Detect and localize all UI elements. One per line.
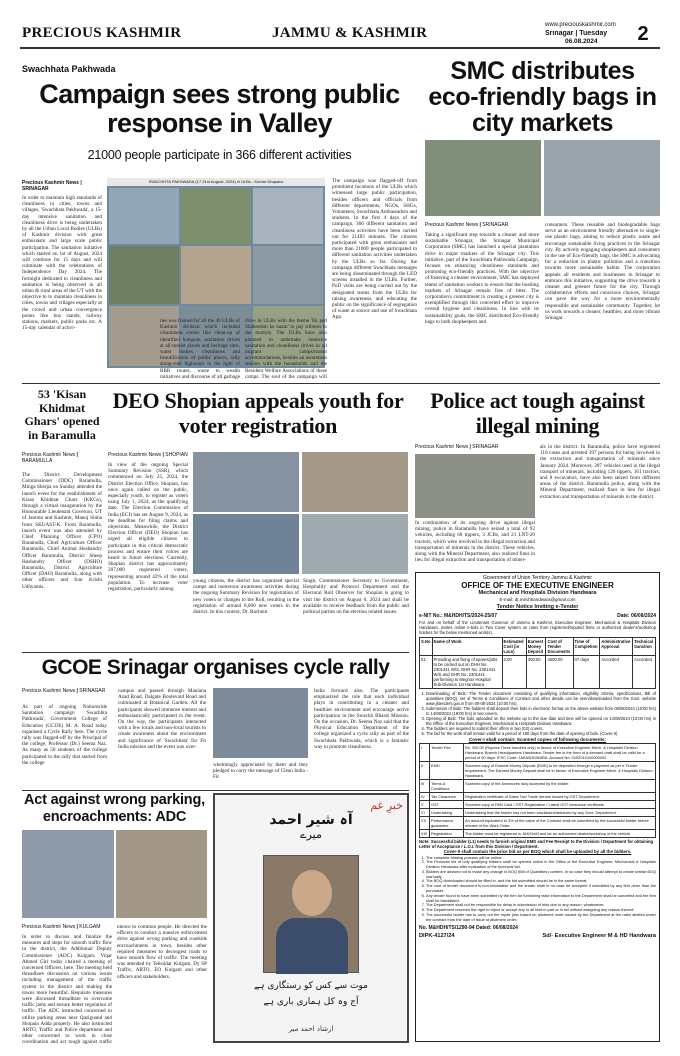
doc-num: V xyxy=(420,801,430,809)
swachhata-kicker: Swachhata Pakhwada xyxy=(22,64,116,74)
swachhata-col-3: drive in ULBs with the theme 'Ek ped Shaheedon ke naam' to pay tributes to the martyrs. The ULBs have also planned to undertake intensive sanitation and cleanliness drives in all migrant camps/transit accommodations, besides an awareness session with the households and the Resident Welfare Associations of these camps. The soul of the campaign will xyxy=(245,318,327,380)
issue-date: 06.08.2024 xyxy=(565,38,598,45)
page-number: 2 xyxy=(637,23,649,45)
tender-office: OFFICE OF THE EXECUTIVE ENGINEER xyxy=(461,581,614,590)
doc-name: Registration xyxy=(430,830,464,838)
smc-col-2: consumers. These reusable and biodegradable bags serve as an environment friendly alternative to single-use plastic bags, aiming to reduce plastic waste and encourage sustainable living practices in the Srinagar city. By actively engaging shopkeepers and consumers in the use of Eco-friendly bags, the SMC is advocating for a reduction in plastic pollution and a transition towards more sustainable habits. The corporation appeals all residents and businesses in Srinagar to embrace this initiative, supporting the drive towards a cleaner and greener future for the city. Through collaborative efforts and conscious choices, Srinagar can pave the way for a more environmentally responsible and sustainable community. Together, let us work towards a cleaner, healthier, and more vibrant Srinagar. xyxy=(545,222,660,322)
smc-byline: Precious Kashmir News | SRINAGAR xyxy=(425,222,509,228)
table-row xyxy=(420,780,656,793)
doc-desc: Scanned copy of Earnest Money Deposit (EMD) to be deposited through e-payment as per e-Tender requirement. The Earnest Money Deposit shall be in favour of Executive Engineer Mech. & Hospitals Division Handwara. xyxy=(464,762,656,780)
th-aa: Administrative Approval xyxy=(600,638,633,656)
tender-conditions xyxy=(426,856,656,923)
byline-source: Precious Kashmir News xyxy=(22,924,76,930)
td-emd: 300.00 xyxy=(526,656,546,689)
byline-source: Precious Kashmir News xyxy=(415,444,469,450)
gcoe-col-4: India forward also. The participants emphasized the role that each individual plays in contributing to a cleaner and healthier environment and encourage active participation in the Swachh Bharat Mission. On the occasion, Dr. Seema Naz said that the Physical Education Department of the college organized a cycle rally as part of the Swachhata Pakhwada, which is a fantastic way to promote cleanliness. xyxy=(314,688,409,750)
date-line: Srinagar | Tuesday xyxy=(545,30,608,37)
gcoe-col-1: As part of ongoing Nationwide Sanitation campaign 'Swachhta Pakhwada', Government College of Education (GCOE) M. A. Road today organised a Cycle Rally here. The cycle rally was flagged-off by the Principal of the college, Professor (Dr.) Seema Naz. As many as 50 students of the college participated in the rally that started from the college xyxy=(22,704,107,766)
byline-place: SRINAGAR xyxy=(472,444,499,450)
police-headline: Police act tough against illegal mining xyxy=(430,388,645,438)
doc-num: VIII xyxy=(420,830,430,838)
section-divider-1 xyxy=(22,383,660,384)
smc-headline: SMC distributes eco-friendly bags in city markets xyxy=(428,58,657,136)
table-row xyxy=(420,793,656,801)
section-divider-2 xyxy=(22,652,409,653)
police-byline: Precious Kashmir News | SRINAGAR xyxy=(415,444,499,450)
adc-headline: Act against wrong parking, encroachments: ADC xyxy=(24,792,205,825)
police-col-1: In continuation of its ongoing drive against illegal mining, police in Baramulla have seized a total of 92 vehicles, including 68 tippers, 3 JCBs, and 21 LNT-20 tractors, which were involved in the illegal extraction and transportation of minerals in the district. These vehicles, along with the Mineral Department, also realized fines in lieu for illegal extraction and transportation of miner- xyxy=(415,520,535,564)
th-time: Time of Completion xyxy=(573,638,600,656)
tender-division: Mechanical and Hospitals Division Handwara xyxy=(478,590,597,596)
td-sno: 01 xyxy=(420,656,433,689)
doc-num: VI xyxy=(420,809,430,817)
gcoe-photo xyxy=(213,688,308,758)
gcoe-col-2: campus and passed through Maulana Azad Road, Dalgate Boulevard Road and culminated at Botanical Garden. All the participants showed immense interest and enthusiastically participated in the event. On the way, the participants interacted with a few locals and non-local tourists to create awareness about the environment and significance of 'Swachhata' for Fit India mission and the event was over- xyxy=(118,688,206,750)
smc-col-1: Taking a significant step towards a cleaner and more sustainable Srinagar, the Srinagar Municipal Corporation (SMC) has launched a special plantation drive in major markets of the Srinagar city. This initiative, part of the Swachhata Pakhwada Campaign, focuses on enhancing cleanliness standards and promoting eco-friendly practices. With the objective of fostering a cleaner environment, SMC has deployed teams of sanitation workers to ensure that the bustling markets of Srinagar remain free of litter. The corporation's commitment to creating a greener city is exemplified through this concerted effort to improve overall hygiene and cleanliness. In line with its sustainability goals, the SMC distributed Eco-friendly bags to both shopkeepers and xyxy=(425,232,539,325)
obit-verse-1: موت سے کس کو رستگاری ہے xyxy=(253,981,368,991)
police-photo xyxy=(415,454,535,518)
tender-intro: For and on behalf of the Lieutenant Governor of Jammu & Kashmir, Executive Engineer, Mechanical & Hospitals Division Handwara, invites online e-bids in Two Cover system on rates from registered/reputed firms or authorized dealer's/workshop holders for the below mentioned work(s). xyxy=(419,620,656,635)
adc-byline: Precious Kashmir News | KULGAM xyxy=(22,924,101,930)
adc-col-2: nience to common people. He directed the officers to conduct a massive enforcement drive against wrong parking and roadside encroachments in town, besides other required measures to decongest roads to have smooth flow of traffic. The meeting was attended by Tehsildar Kulgam, Dy SP Traffic, ARTO, EO Kulgam and other officers and stakeholders. xyxy=(117,924,207,980)
tender-note-2: Cover-II shall contain the price bid as per BOQ which shall be uploaded by all the bidders. xyxy=(443,849,632,854)
website: www.preciouskashmir.com xyxy=(545,22,616,28)
byline-place: BARAMULLA xyxy=(22,458,53,464)
swachhata-col-1: In order to maintain high standards of cleanliness in cities, towns and villages, 'Swachhata Pakhwada', a 15-day intensive sanitation and cleanliness drive is being undertaken by all the Urban Local Bodies (ULBs) of Kashmir division with great enthusiasm and large scale public participation. The sanitation initiative which started on 1st of August, 2024 will continue for 15 days and will culminate with the celebrations of Independence Day 2024. The fortnight dedicated to cleanliness and sanitation is being observed in all urban & rural areas of the UT with the objective to to maintain cleanliness in cities, towns and villages especially at the crowd and urban convergence points like bus stands, railway stations, markets, public parks etc. A 15-day calendar of activi- xyxy=(22,195,102,332)
th-name: Name of Work xyxy=(432,638,502,656)
byline-source: Precious Kashmir News xyxy=(108,452,162,458)
gcoe-col-3: whelmingly appreciated by them and they pledged to carry the message of Clean India - Fit xyxy=(213,762,308,781)
byline-source: Precious Kashmir News xyxy=(425,222,479,228)
doc-desc: Registration certificate of Sales Tax/ Trade license issued by GST Department. xyxy=(464,793,656,801)
tender-notice xyxy=(415,572,660,1042)
list-item: 3. Opening of Bids: The bids uploaded on the website up to the due date and time will be opened on 14/08/2024 (10:00 hrs) in the Office of the Executive Engineer, Mechanical & Hospitals Division Handwara. xyxy=(426,716,656,726)
list-item: 3. Bidders are advised not to make any change in BOQ (Bill of Quantities) content. In no case they should attempt to create similar BOQ manually. xyxy=(426,870,656,880)
byline-source: Precious Kashmir News xyxy=(22,180,79,186)
doc-name: Performance guarantee xyxy=(430,817,464,830)
table-row xyxy=(420,830,656,838)
doc-name: Undertaking xyxy=(430,809,464,817)
th-ts: Technical Sanction xyxy=(633,638,656,656)
tender-table xyxy=(419,637,656,689)
doc-desc: An amount equivalent to 3% of the value of the Contract shall be submitted by the successful bidder before release of the Work Order. xyxy=(464,817,656,830)
list-item: 8. The Department reserves the right to reject or accept any or all bids in part or in full without assigning any reason thereof. xyxy=(426,908,656,913)
masthead-rule xyxy=(20,47,660,49)
byline-place: KULGAM xyxy=(79,924,101,930)
obit-name: آہ شیر احمد xyxy=(269,812,353,828)
doc-name: GST xyxy=(430,801,464,809)
tender-note-1: Note: Successful bidder (L1) needs to furnish original EMD and Fee Receipt to the Division / Department for obtaining Letter of Acceptance / L.O.I. from this Division / Department. xyxy=(419,839,654,849)
deo-col-1: In view of the ongoing Special Summary Revision (SSR), which commenced on July 25, 2024, the District Election Office, Shopian, has once again called on the public, especially youth, to register as voters using July 1, 2024, as the qualifying date. The Election Commission of India (ECI) has set August 9, 2024, as the deadline for filing claims and objections. Meanwhile, the District Election Officer (DEO) Shopian has urged all eligible citizens to participate in this critical democratic process and ensure their voices are heard in future elections. Currently, Shopian district has approximately 207,000 registered voters, representing around 42% of the total population. To increase voter registration, particularly among xyxy=(108,462,188,593)
deo-headline: DEO Shopian appeals youth for voter registration xyxy=(112,388,404,438)
obituary-ad xyxy=(213,793,409,1043)
doc-num: II xyxy=(420,762,430,780)
tender-title: Tender Notice Inviting e-Tender xyxy=(496,604,579,610)
doc-desc: Scanned copy of PAN Card / GST Registration / Latest GST clearance certificate. xyxy=(464,801,656,809)
td-name: Providing and fixing of spares/jobs to be carried out on DHH No. 2301441 W/S, DHR No. 2301441 W/S and DHR No. 2301441 performing to Megnox Hospital Sub-Division 1st Handwara xyxy=(432,656,502,689)
th-sno: S.No xyxy=(420,638,433,656)
doc-name: Terms & Conditions xyxy=(430,780,464,793)
doc-desc: The bidder must be registered in J&K/GeM and be an authorized dealer/workshop of the vehicle. xyxy=(464,830,656,838)
section-title: JAMMU & KASHMIR xyxy=(272,26,428,41)
byline-place: SRINAGAR xyxy=(482,222,509,228)
deo-byline: Precious Kashmir News | SHOPIAN xyxy=(108,452,188,458)
table-row xyxy=(420,817,656,830)
table-row xyxy=(420,809,656,817)
th-cost: Estimated Cost (in Lacs) xyxy=(502,638,526,656)
list-item: 7. The Department shall not be responsible for delay in submission of bids due to any reason, whatsoever. xyxy=(426,903,656,908)
list-item: 9. The successful bidder has to carry out the repair jobs based on allotment order issued by the Department at the rates allotted under the contract from the date of issue of allotment order. xyxy=(426,913,656,923)
swachhata-byline: Precious Kashmir News | SRINAGAR xyxy=(22,180,82,192)
doc-name: Tender Fee xyxy=(430,744,464,762)
td-doc-cost: 4000.00 xyxy=(546,656,573,689)
deo-photo xyxy=(193,452,408,574)
list-item: 2. Submission of Bids: The bidders shall deposit their bids in electronic format on the above website from 06/08/2024 (10:00 hrs) to 14/08/2024 (18:00 hrs) in two covers. xyxy=(426,706,656,716)
tender-clauses xyxy=(426,691,656,736)
paper-name: PRECIOUS KASHMIR xyxy=(22,26,182,41)
th-doc-cost: Cost of Tender Documents xyxy=(546,638,573,656)
section-divider-3 xyxy=(22,790,409,791)
doc-num: III xyxy=(420,780,430,793)
tender-cover-title: Cover-I shall contain: Scanned copies of following documents: xyxy=(468,737,607,742)
th-emd: Earnest Money Deposit xyxy=(526,638,546,656)
doc-name: EMD xyxy=(430,762,464,780)
deo-col-3: Singh, Commissioner Secretary to Government, Hospitality and Protocol Department and the Electoral Roll Observer for Shopian is going to visit the district on August 6, 2024 and shall be available to receive feedback from the public and political parties on the election related issues. xyxy=(303,578,409,616)
doc-desc: Undertaking that the bidder has not been blacklisted/debarred by any Govt. Department. xyxy=(464,809,656,817)
swachhata-subhead: 21000 people participate in 366 different activities xyxy=(87,148,352,162)
swachhata-col-2-text: ties was framed for all the 40 ULBs of Kashmir division which included cleanliness events like clean-up of identified hotspots, sanitation drives at all tourist places and heritage sites, water bodies, cleanliness and beautification of public places, rally along-side highways in the light of BRR routes, waste to wealth initiatives and discourse of all garbage xyxy=(160,318,240,380)
tender-gov: Government of Union Territory Jammu & Kashmir xyxy=(482,575,593,581)
list-item: 1. Downloading of Bids: The Tender document consisting of qualifying information, eligibility criteria, specifications, Bill of quantities (BOQ), set of Terms & Conditions of Contract and other details can be seen/downloaded from the Govt. website www.jktenders.gov.in from 06-08-2024 (10:00 hrs). xyxy=(426,691,656,706)
tender-docs-table xyxy=(419,743,656,838)
tender-table-header xyxy=(420,638,656,656)
deo-col-2: young citizens, the district has organized special camps and numerous awareness activities during the ongoing Summary Revision for registration of new voters or changes to the Roll, resulting in the registration of around 8,000 new voters in the district. In this context, Dr. Rachnut xyxy=(193,578,299,616)
kisan-byline: Precious Kashmir News | BARAMULLA xyxy=(22,452,78,464)
td-cost: 2.00 xyxy=(502,656,526,689)
doc-num: I xyxy=(420,744,430,762)
doc-num: IV xyxy=(420,793,430,801)
tender-dipk: DIPK-4127/24 xyxy=(419,932,455,939)
byline-source: Precious Kashmir News xyxy=(22,452,76,458)
doc-desc: Scanned copy of the Annexures duly accepted by the bidder. xyxy=(464,780,656,793)
table-row xyxy=(420,656,656,689)
list-item: 4. The BOQ downloaded should be filled in, and the bid submitted should be in the same format. xyxy=(426,879,656,884)
police-col-2: als in the district. In Baramulla, police have registered 110 cases and arrested 397 persons for being involved in the extraction and transportation of minerals since January 2024. Moreover, 287 vehicles used in the illegal transport of minerals, including 126 tippers, 161 tractors, and 8 excavators, have also been seized from different areas of the district. Baramulla police, along with the Mineral Department, realized fines in lieu for illegal extraction and transportation of minerals in the district. xyxy=(540,444,660,500)
tender-nit-date: Date: 06/08/2024 xyxy=(617,613,656,619)
obit-portrait xyxy=(263,855,359,973)
smc-photo xyxy=(425,140,660,216)
byline-source: Precious Kashmir News xyxy=(22,688,76,694)
list-item: 5. The bid for the work shall remain valid for a period of 180 days from the date of opening of bids. (Cover-II) xyxy=(426,731,656,736)
adc-photo xyxy=(22,830,207,918)
table-row xyxy=(420,762,656,780)
doc-name: Tax Clearance xyxy=(430,793,464,801)
gcoe-headline: GCOE Srinagar organises cycle rally xyxy=(41,656,390,679)
byline-place: SRINAGAR xyxy=(22,186,49,192)
obit-top-line: خبرِ غم xyxy=(370,799,403,812)
adc-col-1: In order to discuss and finalize the measures and steps for smooth traffic flow in the district, the Additional Deputy Commissioner (ADC) Kulgam, Viqar Ahmed Giri today chaired a meeting of concerned Officers, here. The meeting held threadbare discussion on various issues including management of the traffic system in the district and making the towns more beautiful. Requisite measures were discussed threadbare to overcome traffic jams and ensure better regulation of traffic. The ADC instructed concerned to utilize parking areas near Qaziguand and Shopain Adda properly. He also instructed ARTO, Traffic and Police department and other concerned to work in close coordination and act tough against traffic xyxy=(22,934,112,1046)
obit-sub: میرے xyxy=(300,828,322,841)
list-item: 5. The cost of tender document is non-refundable and the tender shall in no case be accepted if submitted by any firm other than the purchaser. xyxy=(426,884,656,894)
swachhata-headline: Campaign sees strong public response in Valley xyxy=(39,80,400,138)
table-row xyxy=(420,801,656,809)
td-aa: Accorded xyxy=(600,656,633,689)
photo-caption: SWACHHTA PAKHWADA (17-31st August, 2024) in ULBs - Kumar Dhapaus xyxy=(107,178,325,186)
list-item: 2. The Financial bid of only qualifying bidders shall be opened online in the Office of the Executive Engineer, Mechanical & Hospitals Division Handwara after evaluation of the technical bid. xyxy=(426,860,656,870)
masthead xyxy=(0,0,680,46)
tender-email: E-mail: dr.mechhandwara@gmail.com xyxy=(499,597,576,602)
tender-ref: No. M&HDH/TS/1290-94 Dated: 06/08/2024 xyxy=(419,924,518,931)
tender-signature: Sd/- Executive Engineer M & HD Handwara xyxy=(542,932,656,939)
kisan-body: The District Development Commissioner (DDC) Baramulla, Minga Sherpa on Sunday attended the launch event for the establishment of Kisan Khidmat Ghars (KKGs), through a virtual inauguration by the Honourable Lieutenant Governor, UT of Jammu and Kashmir, Manoj Sinha from SKUAST-K. From Baramulla, launch event was also attended by Chief Planning Officer (CPO) Baramulla, Chief Agriculture Officer Baramulla, Chief Animal Husbandry Officer Baramulla, District Sheep Husbandry Officer (DSHO) Baramulla, District Agriculture Officer (DAO) Baramulla, along with other officers and four Krishi Udhyamis. xyxy=(22,472,102,590)
td-ts: Accorded xyxy=(633,656,656,689)
td-time: 07 days xyxy=(573,656,600,689)
list-item: 6. Any tender found to have been submitted by the firm for furnishing false information to the Department shall be cancelled and the firm shall be blacklisted. xyxy=(426,894,656,904)
gcoe-byline: Precious Kashmir News | SRINAGAR xyxy=(22,688,106,694)
byline-place: SRINAGAR xyxy=(79,688,106,694)
obit-verse-2: آج وہ کل ہماری باری ہے xyxy=(263,997,359,1007)
swachhata-col-4: The campaign was flagged-off from prominent locations of the ULBs which witnessed large public participation, besides officers and officials from different departments, NGOs, SHGs, Volunteers, Swachhata Ambassadors and students. In the first 4 days of the campaign, 366 different sanitation and cleanliness activities have been carried out for 21483 minutes. The citizens participated with great enthusiasm and more than 21000 people participated in different sanitation activities undertaken by the ULBs so far. During the campaign different Swachhata messages are being disseminated through the LED screens installed in the ULBs. Further, PoD visits are being carried out by the designated teams from the ULBs for raising awareness, and educating the public on the significance of segregation of waste at source and use of Swachhata App. xyxy=(332,178,417,321)
tender-nit-no: e-NIT No.: M&HDH/TS/2024-25/07 xyxy=(419,613,498,619)
doc-desc: Rs. 300.00 (Rupees Three hundred only) in favour of Executive Engineer Mech. & Hospitals Division Handwara. Branch Headquarters Handwara. Tender fee in the form of a demand draft shall be valid for a period of 90 days. IFSC Code: JAKA0HDWARA, Account No: 0152010100000002 xyxy=(464,744,656,762)
kisan-headline: 53 'Kisan Khidmat Ghars' opened in Baramulla xyxy=(24,388,100,442)
byline-place: SHOPIAN xyxy=(165,452,188,458)
table-row xyxy=(420,744,656,762)
obit-footer: ارشاد احمد میر xyxy=(288,1025,334,1033)
list-item: 4. The bidders are required to submit their offers in two (02) covers. xyxy=(426,726,656,731)
list-item: 1. The complete bidding process will be online. xyxy=(426,856,656,861)
doc-num: VII xyxy=(420,817,430,830)
